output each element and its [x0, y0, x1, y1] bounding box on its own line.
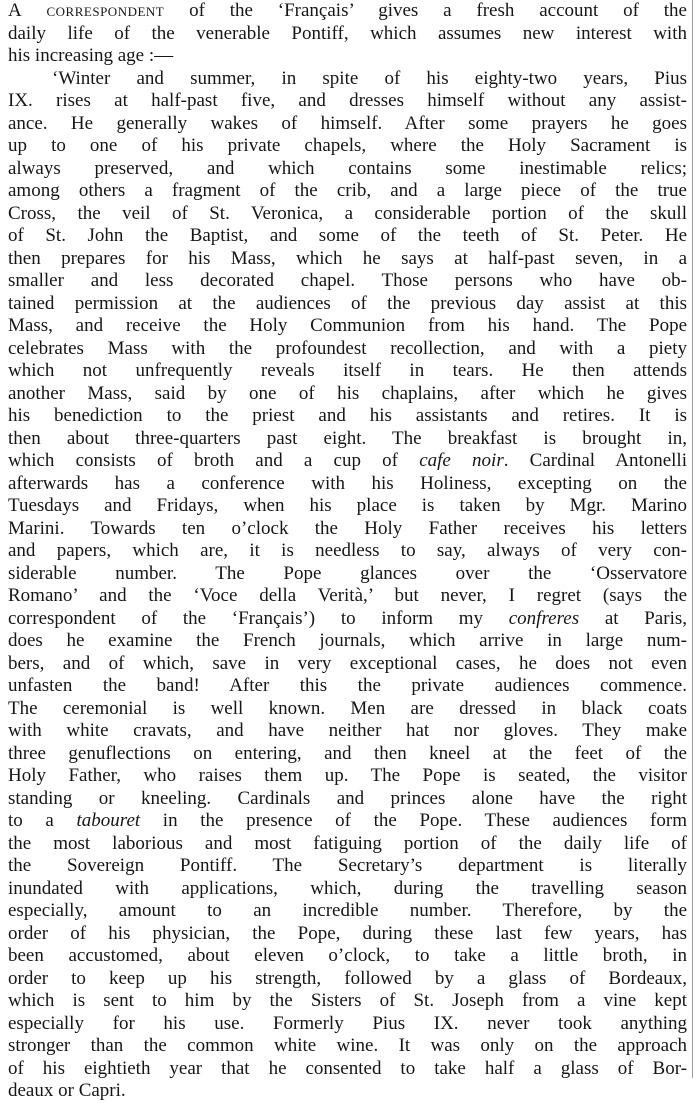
article-line: does he examine the French journals, which arrive in large num- [8, 630, 687, 651]
article-line: IX. rises at half-past five, and dresses himself without any assist- [8, 90, 687, 111]
article-line: then about three-quarters past eight. The breakfast is brought in, [8, 427, 687, 449]
article-line: order of his physician, the Pope, during these last few years, has [8, 922, 687, 944]
article-line: his increasing age :— [8, 45, 174, 66]
article-line: bers, and of which, save in very exceptional cases, he does not even [8, 652, 687, 674]
article-line: among others a fragment of the crib, and a large piece of the true [8, 180, 687, 201]
article-line: deaux or Capri. [8, 1080, 126, 1101]
article-line: stronger than the common white wine. It was only on the approach [8, 1035, 687, 1056]
correspondent-small-caps: A correspondent [8, 0, 165, 21]
article-line: smaller and less decorated chapel. Those persons who have ob- [8, 270, 687, 291]
italic-phrase: cafe noir [419, 450, 504, 471]
italic-phrase: confreres [508, 607, 580, 629]
article-line: three genuflections on entering, and then kneel at the feet of the [8, 742, 687, 764]
article-line: ance. He generally wakes of himself. After some prayers he goes [8, 112, 687, 134]
article-line: with white cravats, and have neither hat nor gloves. They make [8, 720, 687, 741]
article-line: another Mass, said by one of his chaplains, after which he gives [8, 382, 687, 404]
article-line: and papers, which are, it is needless to say, always of very con- [8, 540, 687, 561]
article-line: Cross, the veil of St. Veronica, a considerable portion of the skull [8, 202, 687, 224]
article-line: which consists of broth and a cup of cafe noir. Cardinal Antonelli [8, 450, 687, 471]
article-line: order to keep up his strength, followed by a glass of Bordeaux, [8, 967, 687, 989]
article-line: the Sovereign Pontiff. The Secretary’s department is literally [8, 855, 687, 876]
article-line: up to one of his private chapels, where the Holy Sacrament is [8, 135, 687, 156]
article-line: which not unfrequently reveals itself in tears. He then attends [8, 360, 687, 381]
article-line: especially for his use. Formerly Pius IX. never took anything [8, 1012, 687, 1034]
article-line: Marini. Towards ten o’clock the Holy Father receives his letters [8, 517, 687, 539]
italic-phrase: tabouret [76, 810, 141, 831]
article-line: A correspondent of the ‘Français’ gives a fresh account of the [8, 0, 687, 21]
article-line: of his eightieth year that he consented to take half a glass of Bor- [8, 1057, 687, 1079]
article-line: then prepares for his Mass, which he says at half-past seven, in a [8, 247, 687, 269]
article-line: his benediction to the priest and his assistants and retires. It is [8, 405, 687, 426]
article-line: siderable number. The Pope glances over the ‘Osservatore [8, 562, 687, 584]
article-line: inundated with applications, which, during the travelling season [8, 877, 687, 899]
article-line: unfasten the band! After this the private audiences commence. [8, 675, 687, 696]
article-line: the most laborious and most fatiguing portion of the daily life of [8, 832, 687, 854]
article-line: been accustomed, about eleven o’clock, to take a little broth, in [8, 945, 687, 966]
article-line: tained permission at the audiences of the previous day assist at this [8, 292, 687, 314]
article-line: The ceremonial is well known. Men are dressed in black coats [8, 697, 687, 719]
article-line: celebrates Mass with the profoundest recollection, and with a piety [8, 337, 687, 359]
article-line: Tuesdays and Fridays, when his place is taken by Mgr. Marino [8, 495, 687, 516]
article-line: daily life of the venerable Pontiff, which assumes new interest with [8, 22, 687, 44]
quotation-opening-line: ‘Winter and summer, in spite of his eighty-two years, Pius [52, 67, 687, 89]
article-line: which is sent to him by the Sisters of St. Joseph from a vine kept [8, 990, 687, 1011]
article-line: to a tabouret in the presence of the Pope. These audiences form [8, 810, 687, 831]
article-line: correspondent of the ‘Français’) to inform my confreres at Paris, [8, 607, 687, 629]
article-line: especially, amount to an incredible number. Therefore, by the [8, 900, 687, 921]
article-line: Mass, and receive the Holy Communion from his hand. The Pope [8, 315, 687, 336]
article-line: Holy Father, who raises them up. The Pope is seated, the visitor [8, 765, 687, 786]
article-line: standing or kneeling. Cardinals and princes alone have the right [8, 787, 687, 809]
article-line: of St. John the Baptist, and some of the teeth of St. Peter. He [8, 225, 687, 246]
article-line: always preserved, and which contains some inestimable relics; [8, 157, 687, 179]
article-line: afterwards has a conference with his Holiness, excepting on the [8, 472, 687, 494]
article-line: Romano’ and the ‘Voce della Verità,’ but never, I regret (says the [8, 585, 687, 606]
